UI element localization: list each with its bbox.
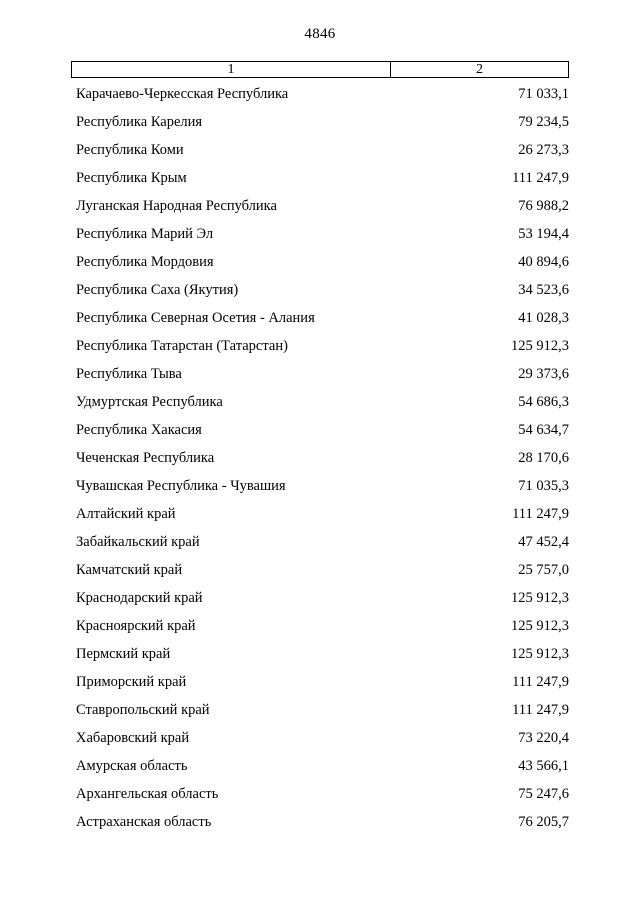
table-row bbox=[76, 695, 569, 723]
region-name: Астраханская область bbox=[76, 814, 212, 830]
page-number: 4846 bbox=[304, 26, 336, 42]
region-value: 125 912,3 bbox=[511, 338, 569, 354]
region-value: 111 247,9 bbox=[512, 170, 569, 186]
region-value: 75 247,6 bbox=[518, 786, 569, 802]
region-value: 71 035,3 bbox=[518, 478, 569, 494]
table-row bbox=[76, 443, 569, 471]
region-name: Амурская область bbox=[76, 758, 188, 774]
region-name: Камчатский край bbox=[76, 562, 183, 578]
region-name: Карачаево-Черкесская Республика bbox=[76, 86, 289, 102]
region-name: Чувашская Республика - Чувашия bbox=[76, 478, 286, 494]
table-row bbox=[76, 107, 569, 135]
region-name: Республика Северная Осетия - Алания bbox=[76, 310, 315, 326]
column-header-1: 1 bbox=[72, 62, 391, 77]
table-row bbox=[76, 415, 569, 443]
table-row bbox=[76, 359, 569, 387]
region-value: 111 247,9 bbox=[512, 702, 569, 718]
table-row bbox=[76, 163, 569, 191]
region-value: 76 205,7 bbox=[518, 814, 569, 830]
region-value: 54 686,3 bbox=[518, 394, 569, 410]
region-value: 76 988,2 bbox=[518, 198, 569, 214]
table-row bbox=[76, 79, 569, 107]
table-row bbox=[76, 751, 569, 779]
region-name: Ставропольский край bbox=[76, 702, 210, 718]
table-header bbox=[71, 61, 569, 78]
region-name: Луганская Народная Республика bbox=[76, 198, 277, 214]
table-row bbox=[76, 499, 569, 527]
table-row bbox=[76, 667, 569, 695]
region-name: Чеченская Республика bbox=[76, 450, 215, 466]
region-value: 43 566,1 bbox=[518, 758, 569, 774]
table-row bbox=[76, 275, 569, 303]
region-name: Республика Татарстан (Татарстан) bbox=[76, 338, 288, 354]
region-value: 125 912,3 bbox=[511, 618, 569, 634]
table-row bbox=[76, 527, 569, 555]
region-name: Хабаровский край bbox=[76, 730, 190, 746]
region-value: 25 757,0 bbox=[518, 562, 569, 578]
table-row bbox=[76, 583, 569, 611]
region-name: Пермский край bbox=[76, 646, 171, 662]
table-row bbox=[76, 331, 569, 359]
region-name: Удмуртская Республика bbox=[76, 394, 223, 410]
region-value: 125 912,3 bbox=[511, 590, 569, 606]
region-value: 111 247,9 bbox=[512, 674, 569, 690]
region-name: Республика Хакасия bbox=[76, 422, 202, 438]
table-row bbox=[76, 723, 569, 751]
region-name: Приморский край bbox=[76, 674, 187, 690]
table-row bbox=[76, 135, 569, 163]
table-row bbox=[76, 611, 569, 639]
region-value: 28 170,6 bbox=[518, 450, 569, 466]
table-row bbox=[76, 303, 569, 331]
region-name: Краснодарский край bbox=[76, 590, 203, 606]
region-value: 111 247,9 bbox=[512, 506, 569, 522]
column-header-2: 2 bbox=[476, 61, 483, 77]
region-name: Республика Тыва bbox=[76, 366, 182, 382]
table-row bbox=[76, 191, 569, 219]
table-row bbox=[76, 555, 569, 583]
region-value: 73 220,4 bbox=[518, 730, 569, 746]
region-name: Республика Коми bbox=[76, 142, 184, 158]
region-value: 125 912,3 bbox=[511, 646, 569, 662]
region-value: 34 523,6 bbox=[518, 282, 569, 298]
region-value: 53 194,4 bbox=[518, 226, 569, 242]
region-value: 40 894,6 bbox=[518, 254, 569, 270]
region-value: 54 634,7 bbox=[518, 422, 569, 438]
region-name: Республика Крым bbox=[76, 170, 187, 186]
table-row bbox=[76, 639, 569, 667]
region-name: Республика Марий Эл bbox=[76, 226, 214, 242]
table-row bbox=[76, 471, 569, 499]
region-name: Республика Саха (Якутия) bbox=[76, 282, 239, 298]
region-value: 29 373,6 bbox=[518, 366, 569, 382]
region-name: Забайкальский край bbox=[76, 534, 200, 550]
region-name: Архангельская область bbox=[76, 786, 219, 802]
table-row bbox=[76, 219, 569, 247]
region-value: 47 452,4 bbox=[518, 534, 569, 550]
region-name: Алтайский край bbox=[76, 506, 176, 522]
table-row bbox=[76, 779, 569, 807]
region-name: Республика Мордовия bbox=[76, 254, 214, 270]
table-row bbox=[76, 807, 569, 835]
region-value: 71 033,1 bbox=[518, 86, 569, 102]
table-row bbox=[76, 247, 569, 275]
region-value: 26 273,3 bbox=[518, 142, 569, 158]
table-body bbox=[76, 79, 569, 835]
region-name: Красноярский край bbox=[76, 618, 196, 634]
region-name: Республика Карелия bbox=[76, 114, 203, 130]
table-row bbox=[76, 387, 569, 415]
region-value: 79 234,5 bbox=[518, 114, 569, 130]
region-value: 41 028,3 bbox=[518, 310, 569, 326]
